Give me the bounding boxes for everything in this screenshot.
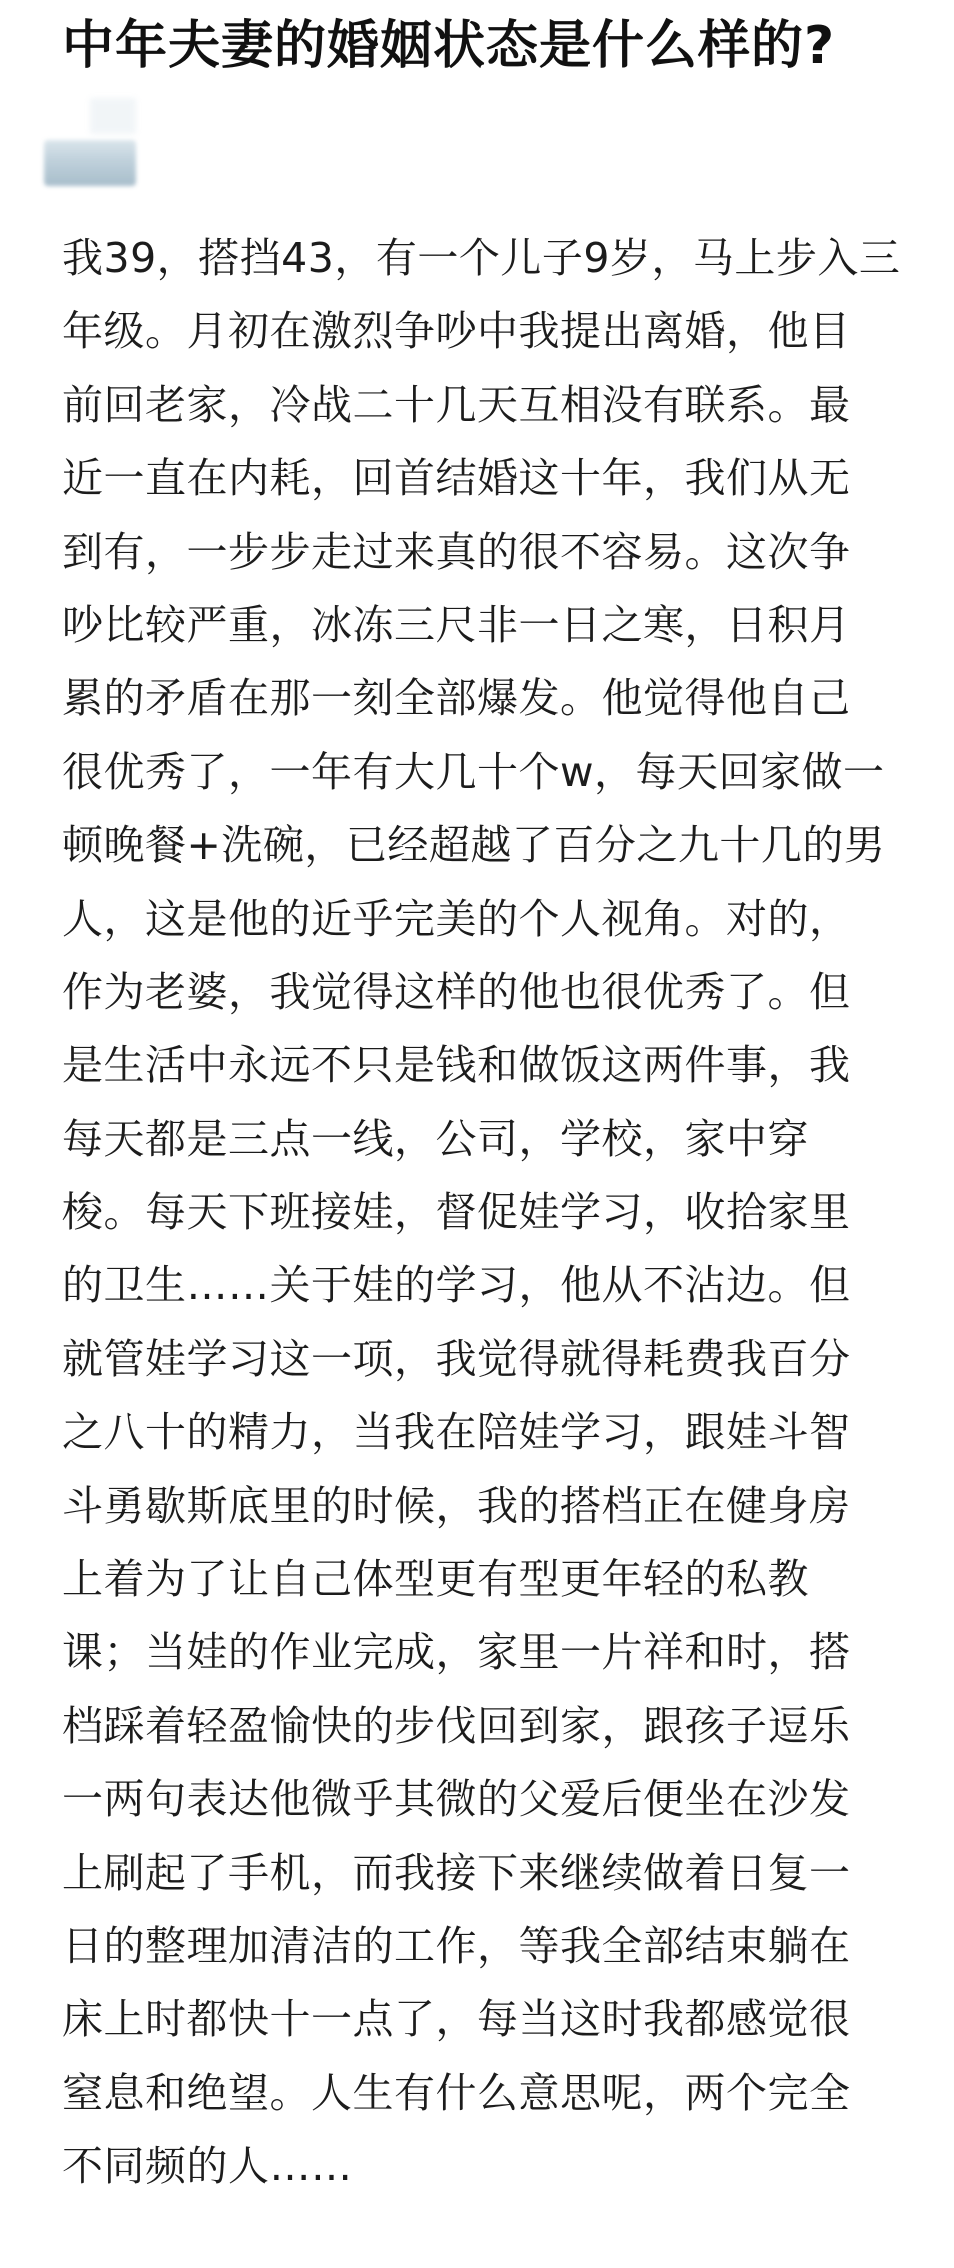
post-body-line: 的卫生……关于娃的学习，他从不沾边。但 [62,1261,851,1310]
post-body-line: 床上时都快十一点了，每当这时我都感觉很 [62,1995,851,2044]
blurred-avatar-highlight [90,98,136,134]
post-title: 中年夫妻的婚姻状态是什么样的? [62,16,836,76]
post-body-line: 一两句表达他微乎其微的父爱后便坐在沙发 [62,1775,851,1824]
post-body-line: 上着为了让自己体型更有型更年轻的私教 [62,1555,809,1604]
post-body-line: 上刷起了手机，而我接下来继续做着日复一 [62,1848,851,1897]
post-body-line: 到有，一步步走过来真的很不容易。这次争 [62,527,851,576]
blurred-user-avatar[interactable] [44,140,136,186]
post-body-line: 梭。每天下班接娃，督促娃学习，收拾家里 [62,1188,851,1237]
post-body-line: 斗勇歇斯底里的时候，我的搭档正在健身房 [62,1481,851,1530]
post-body-line: 日的整理加清洁的工作，等我全部结束躺在 [62,1921,851,1970]
post-body-line: 顿晚餐+洗碗，已经超越了百分之九十几的男 [62,821,886,870]
post-body-line: 就管娃学习这一项，我觉得就得耗费我百分 [62,1334,851,1383]
post-body-line: 每天都是三点一线，公司，学校，家中穿 [62,1114,809,1163]
post-body-line: 窒息和绝望。人生有什么意思呢，两个完全 [62,2068,851,2117]
post-body-line: 是生活中永远不只是钱和做饭这两件事，我 [62,1041,851,1090]
post-body-line: 前回老家，冷战二十几天互相没有联系。最 [62,380,851,429]
post-body [62,222,900,2204]
post-body-line: 吵比较严重，冰冻三尺非一日之寒，日积月 [62,600,851,649]
post-body-line: 近一直在内耗，回首结婚这十年，我们从无 [62,454,851,503]
post-body-line: 不同频的人…… [62,2142,353,2191]
post-body-line: 很优秀了，一年有大几十个w，每天回家做一 [62,747,885,796]
post-body-line: 我39，搭挡43，有一个儿子9岁，马上步入三 [62,234,901,282]
post-body-line: 课；当娃的作业完成，家里一片祥和时，搭 [62,1628,851,1677]
post-body-line: 档踩着轻盈愉快的步伐回到家，跟孩子逗乐 [62,1701,851,1750]
post-body-line: 人，这是他的近乎完美的个人视角。对的， [62,894,851,943]
post-body-line: 之八十的精力，当我在陪娃学习，跟娃斗智 [62,1408,851,1457]
post-body-line: 年级。月初在激烈争吵中我提出离婚，他目 [62,307,851,356]
post-body-line: 作为老婆，我觉得这样的他也很优秀了。但 [62,967,851,1016]
post-body-line: 累的矛盾在那一刻全部爆发。他觉得他自己 [62,674,851,723]
